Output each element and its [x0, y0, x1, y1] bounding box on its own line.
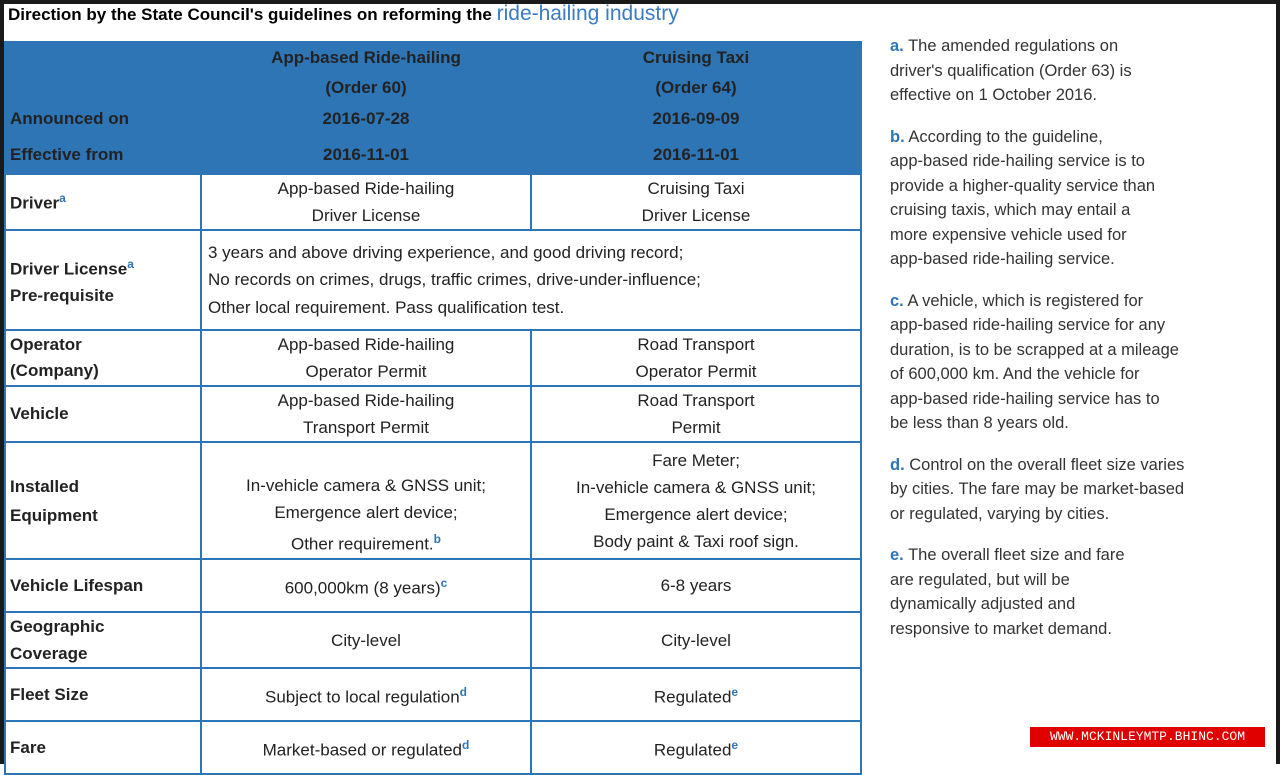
- footnote-a-ref: a: [59, 190, 66, 205]
- footnote-e: e. The overall fleet size and fare are regulated, but will be dynamically adjusted and responsive to market demand.: [890, 546, 1125, 638]
- row-license: [5, 230, 861, 330]
- vehicle-col1: App-based Ride-hailing Transport Permit: [201, 386, 531, 442]
- row-fleet: [5, 668, 861, 721]
- footnote-b-ref: b: [433, 531, 442, 546]
- header-col1-order: (Order 60): [201, 74, 531, 102]
- fare-label: Fare: [5, 721, 201, 774]
- operator-col1: App-based Ride-hailing Operator Permit: [201, 330, 531, 386]
- footnote-c-ref: c: [440, 575, 448, 590]
- fleet-col2: Regulated$^e$: [531, 668, 861, 721]
- announced-col1: 2016-07-28: [201, 102, 531, 136]
- fare-col2: Regulated$^e$: [531, 721, 861, 774]
- license-requirements: 3 years and above driving experience, and good driving record; No records on crimes, drugs, traffic crimes, drive-under-influence; Other local requirement. Pass qualification test.: [201, 230, 861, 330]
- header-row-titles: [5, 42, 861, 74]
- footnote-a-ref: a: [127, 256, 134, 271]
- equipment-col2: Fare Meter; In-vehicle camera & GNSS unit; Emergence alert device; Body paint & Taxi roof sign.: [531, 442, 861, 559]
- vehicle-col2: Road Transport Permit: [531, 386, 861, 442]
- license-label: Driver License$^a$ Pre-requisite: [5, 230, 201, 330]
- lifespan-label: Vehicle Lifespan: [5, 559, 201, 612]
- effective-col2: 2016-11-01: [531, 136, 861, 174]
- footnote-c: c. A vehicle, which is registered for app-based ride-hailing service for any duration, is to be scrapped at a mileage of 600,000 km. And the vehicle for app-based ride-hailing service has to be less than 8 years old.: [890, 291, 1179, 432]
- row-operator: [5, 330, 861, 386]
- lifespan-col1: 600,000km (8 years)$^c$: [201, 559, 531, 612]
- driver-col2: Cruising Taxi Driver License: [531, 174, 861, 230]
- header-col2-title: Cruising Taxi: [531, 42, 861, 74]
- driver-label: Driver$^a$: [5, 174, 201, 230]
- announced-label: Announced on: [5, 102, 201, 136]
- effective-label: Effective from: [5, 136, 201, 174]
- header-row-orders: [5, 74, 861, 102]
- comparison-table: [4, 41, 862, 775]
- coverage-col1: City-level: [201, 612, 531, 668]
- row-driver: [5, 174, 861, 230]
- row-equipment: [5, 442, 861, 559]
- header-row-announced: [5, 102, 861, 136]
- footnote-d-ref: d: [462, 737, 470, 752]
- effective-col1: 2016-11-01: [201, 136, 531, 174]
- row-lifespan: [5, 559, 861, 612]
- driver-col1: App-based Ride-hailing Driver License: [201, 174, 531, 230]
- footnote-a: a. The amended regulations on driver's qualification (Order 63) is effective on 1 October 2016.: [890, 37, 1132, 104]
- footnote-d: d. Control on the overall fleet size varies by cities. The fare may be market-based or regulated, varying by cities.: [890, 455, 1185, 523]
- fare-col1: Market-based or regulated$^d$: [201, 721, 531, 774]
- watermark: WWW.MCKINLEYMTP.BHINC.COM: [1030, 727, 1265, 747]
- footnotes: [890, 34, 1275, 658]
- operator-label: Operator (Company): [5, 330, 201, 386]
- row-fare: [5, 721, 861, 774]
- header-col2-order: (Order 64): [531, 74, 861, 102]
- announced-col2: 2016-09-09: [531, 102, 861, 136]
- title-highlight: ride-hailing industry: [496, 2, 679, 25]
- footnote-e-ref: e: [731, 737, 739, 752]
- page-title: [8, 0, 679, 28]
- footnote-e-ref: e: [731, 684, 739, 699]
- coverage-label: Geographic Coverage: [5, 612, 201, 668]
- lifespan-col2: 6-8 years: [531, 559, 861, 612]
- row-vehicle: [5, 386, 861, 442]
- coverage-col2: City-level: [531, 612, 861, 668]
- fleet-col1: Subject to local regulation$^d$: [201, 668, 531, 721]
- footnote-b: b. According to the guideline, app-based ride-hailing service is to provide a higher-quality service than cruising taxis, which may entail a more expensive vehicle used for app-based ride-hailing service.: [890, 127, 1156, 268]
- vehicle-label: Vehicle: [5, 386, 201, 442]
- footnote-d-ref: d: [459, 684, 468, 699]
- operator-col2: Road Transport Operator Permit: [531, 330, 861, 386]
- row-coverage: [5, 612, 861, 668]
- title-text: Direction by the State Council's guidelines on reforming the: [8, 5, 497, 24]
- fleet-label: Fleet Size: [5, 668, 201, 721]
- header-col1-title: App-based Ride-hailing: [201, 42, 531, 74]
- equipment-label: Installed Equipment: [5, 442, 201, 559]
- equipment-col1: In-vehicle camera & GNSS unit; Emergence alert device; Other requirement.$^b$: [201, 442, 531, 559]
- header-row-effective: [5, 136, 861, 174]
